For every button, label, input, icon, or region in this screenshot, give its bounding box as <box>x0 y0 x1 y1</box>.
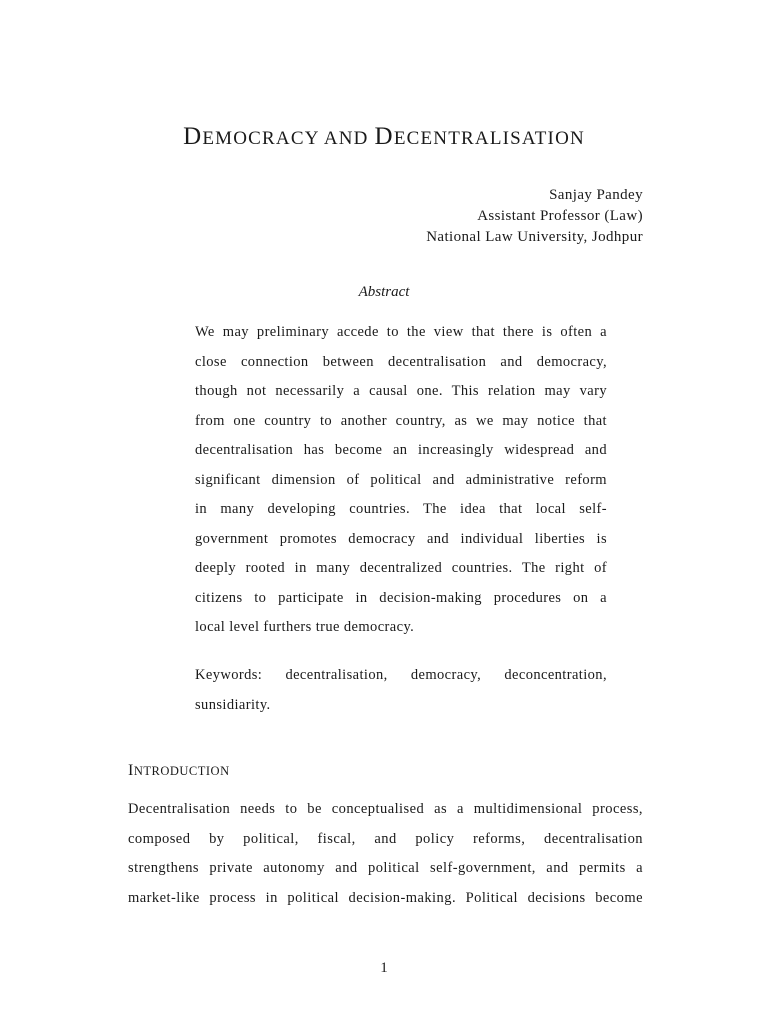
body-line: strengthens private autonomy and political self-government, and permits a <box>128 860 643 876</box>
abstract-line: in many developing countries. The idea that local self- <box>195 501 607 517</box>
abstract-line: government promotes democracy and individual liberties is <box>195 530 607 547</box>
abstract-line: deeply rooted in many decentralized countries. The right of <box>195 560 607 576</box>
abstract-line: significant dimension of political and administrative reform <box>195 471 607 488</box>
section-heading-rest: NTRODUCTION <box>133 764 230 778</box>
title-initial-1: D <box>183 123 203 150</box>
body-line: Decentralisation needs to be conceptualised as a multidimensional process, <box>128 801 643 817</box>
abstract-line: from one country to another country, as we may notice that <box>195 412 607 429</box>
keywords <box>195 661 607 720</box>
abstract-line: local level furthers true democracy. <box>195 619 415 635</box>
section-heading-introduction <box>128 759 230 783</box>
abstract-line: close connection between decentralisation and democracy, <box>195 353 607 370</box>
title-rest-2: ECENTRALISATION <box>393 128 585 149</box>
keywords-line: Keywords: decentralisation, democracy, deconcentration, <box>195 667 607 683</box>
paper-title <box>0 122 768 154</box>
title-initial-2: D <box>374 123 394 150</box>
abstract-line: We may preliminary accede to the view that there is often a <box>195 324 607 340</box>
body-line: composed by political, fiscal, and policy reforms, decentralisation <box>128 830 643 847</box>
page-number: 1 <box>380 960 388 976</box>
author-block <box>426 185 643 248</box>
section-heading-initial: I <box>128 762 134 779</box>
keywords-line: sunsidiarity. <box>195 696 271 713</box>
abstract-line: though not necessarily a causal one. This relation may vary <box>195 383 607 399</box>
title-rest-1: EMOCRACY AND <box>202 128 375 149</box>
abstract-line: citizens to participate in decision-making procedures on a <box>195 589 607 606</box>
author-position: Assistant Professor (Law) <box>477 208 643 224</box>
author-affiliation: National Law University, Jodhpur <box>426 229 643 245</box>
introduction-body <box>128 795 643 913</box>
abstract-body <box>195 318 607 643</box>
body-line: market-like process in political decision-making. Political decisions become <box>128 889 643 906</box>
abstract-line: decentralisation has become an increasingly widespread and <box>195 442 607 458</box>
author-name: Sanjay Pandey <box>549 187 643 203</box>
abstract-heading: Abstract <box>358 284 410 300</box>
